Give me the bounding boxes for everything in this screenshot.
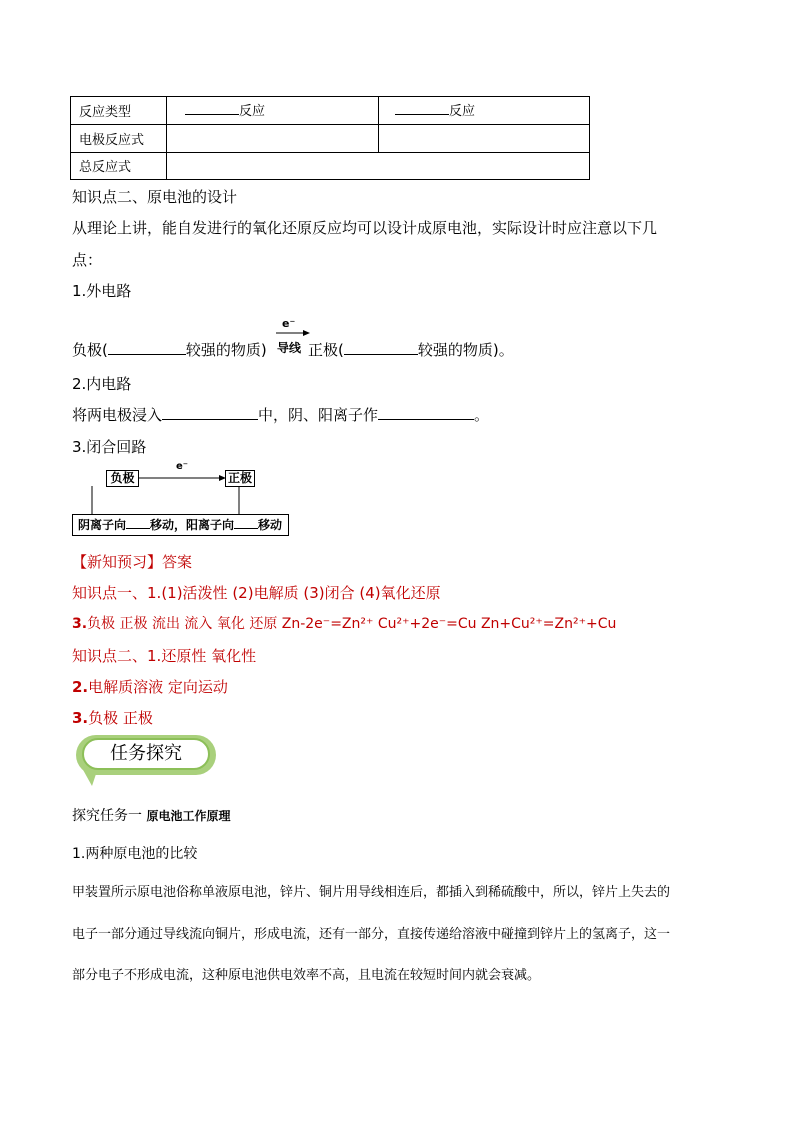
text: 负极 正极 流出 流入 氧化 还原 Zn-2e⁻=Zn²⁺ Cu²⁺+2e⁻=Cu Zn+Cu²⁺=Zn²⁺+Cu	[87, 616, 617, 632]
item-heading: 1.外电路	[72, 282, 132, 300]
ion-migration-box	[72, 514, 289, 536]
table-divider	[166, 97, 167, 179]
text: 电解质溶液 定向运动	[88, 678, 228, 696]
diagram-electron-label: e⁻	[176, 461, 189, 472]
banner-tail	[82, 768, 98, 786]
fill-blank	[234, 517, 258, 529]
negative-electrode-box: 负极	[106, 470, 139, 487]
fill-blank	[378, 405, 474, 420]
section-title: 知识点二、原电池的设计	[72, 188, 238, 206]
table-row-label: 总反应式	[79, 160, 132, 175]
table-cell	[387, 100, 475, 119]
text: 较强的物质)。	[417, 341, 514, 359]
text: 移动，阳离子向	[150, 518, 235, 532]
text: 负极(	[72, 341, 108, 359]
text: 较强的物质)	[185, 341, 267, 359]
task-banner: 任务探究	[82, 738, 210, 770]
paragraph-line: 电子一部分通过导线流向铜片，形成电流，还有一部分，直接传递给溶液中碰撞到锌片上的氢离子，这一	[72, 927, 671, 942]
table-divider	[378, 97, 379, 152]
text: 移动	[258, 518, 283, 532]
text: 负极 正极	[88, 709, 153, 727]
intro-line: 点：	[72, 251, 103, 269]
table-divider	[71, 152, 589, 153]
text: 。	[474, 406, 490, 424]
text: 阴离子向	[78, 518, 127, 532]
table-row-label: 反应类型	[79, 105, 132, 120]
table-cell	[177, 100, 265, 119]
fill-blank	[162, 405, 258, 420]
answer-line	[72, 645, 256, 666]
text: 原电池工作原理	[146, 809, 231, 823]
answer-line	[72, 707, 153, 728]
fill-blank	[344, 340, 418, 355]
answer-line	[72, 582, 441, 603]
item-heading: 2.内电路	[72, 375, 132, 393]
answers-heading: 【新知预习】答案	[72, 553, 193, 571]
item-heading: 3.闭合回路	[72, 438, 147, 456]
wire-label: 导线	[277, 341, 302, 355]
arrow-right-icon	[276, 328, 310, 338]
text: 2.	[72, 678, 89, 696]
text: (1)活泼性 (2)电解质 (3)闭合 (4)氧化还原	[161, 584, 441, 602]
text: 3.	[72, 616, 88, 632]
external-circuit-line-pos	[308, 339, 514, 360]
task-title	[72, 805, 230, 825]
table-divider	[71, 124, 589, 125]
fill-blank	[126, 517, 150, 529]
cell-text: 反应	[239, 104, 266, 119]
task-subheading: 1.两种原电池的比较	[72, 846, 198, 862]
electron-label: e⁻	[282, 317, 296, 330]
text: 将两电极浸入	[72, 406, 163, 424]
external-circuit-line	[72, 339, 267, 360]
intro-line: 从理论上讲，能自发进行的氧化还原反应均可以设计成原电池，实际设计时应注意以下几	[72, 219, 658, 237]
text: 还原性 氧化性	[161, 647, 257, 665]
answer-line	[72, 613, 616, 633]
text: 知识点一、1.	[72, 584, 162, 602]
reaction-table	[70, 96, 590, 180]
fill-blank	[395, 100, 449, 115]
positive-electrode-box: 正极	[225, 470, 255, 487]
paragraph-line: 部分电子不形成电流，这种原电池供电效率不高，且电流在较短时间内就会衰减。	[72, 968, 541, 983]
text: 探究任务一	[72, 808, 142, 824]
text: 中，阴、阳离子作	[258, 406, 379, 424]
cell-text: 反应	[449, 104, 476, 119]
fill-blank	[185, 100, 239, 115]
answer-line	[72, 676, 228, 697]
fill-blank	[108, 340, 186, 355]
text: 正极(	[308, 341, 344, 359]
text: 知识点二、1.	[72, 647, 162, 665]
paragraph-line: 甲装置所示原电池俗称单液原电池，锌片、铜片用导线相连后，都插入到稀硫酸中，所以，锌片上失去的	[72, 885, 671, 900]
internal-circuit-line	[72, 404, 489, 425]
table-row-label: 电极反应式	[79, 133, 145, 148]
text: 3.	[72, 709, 89, 727]
